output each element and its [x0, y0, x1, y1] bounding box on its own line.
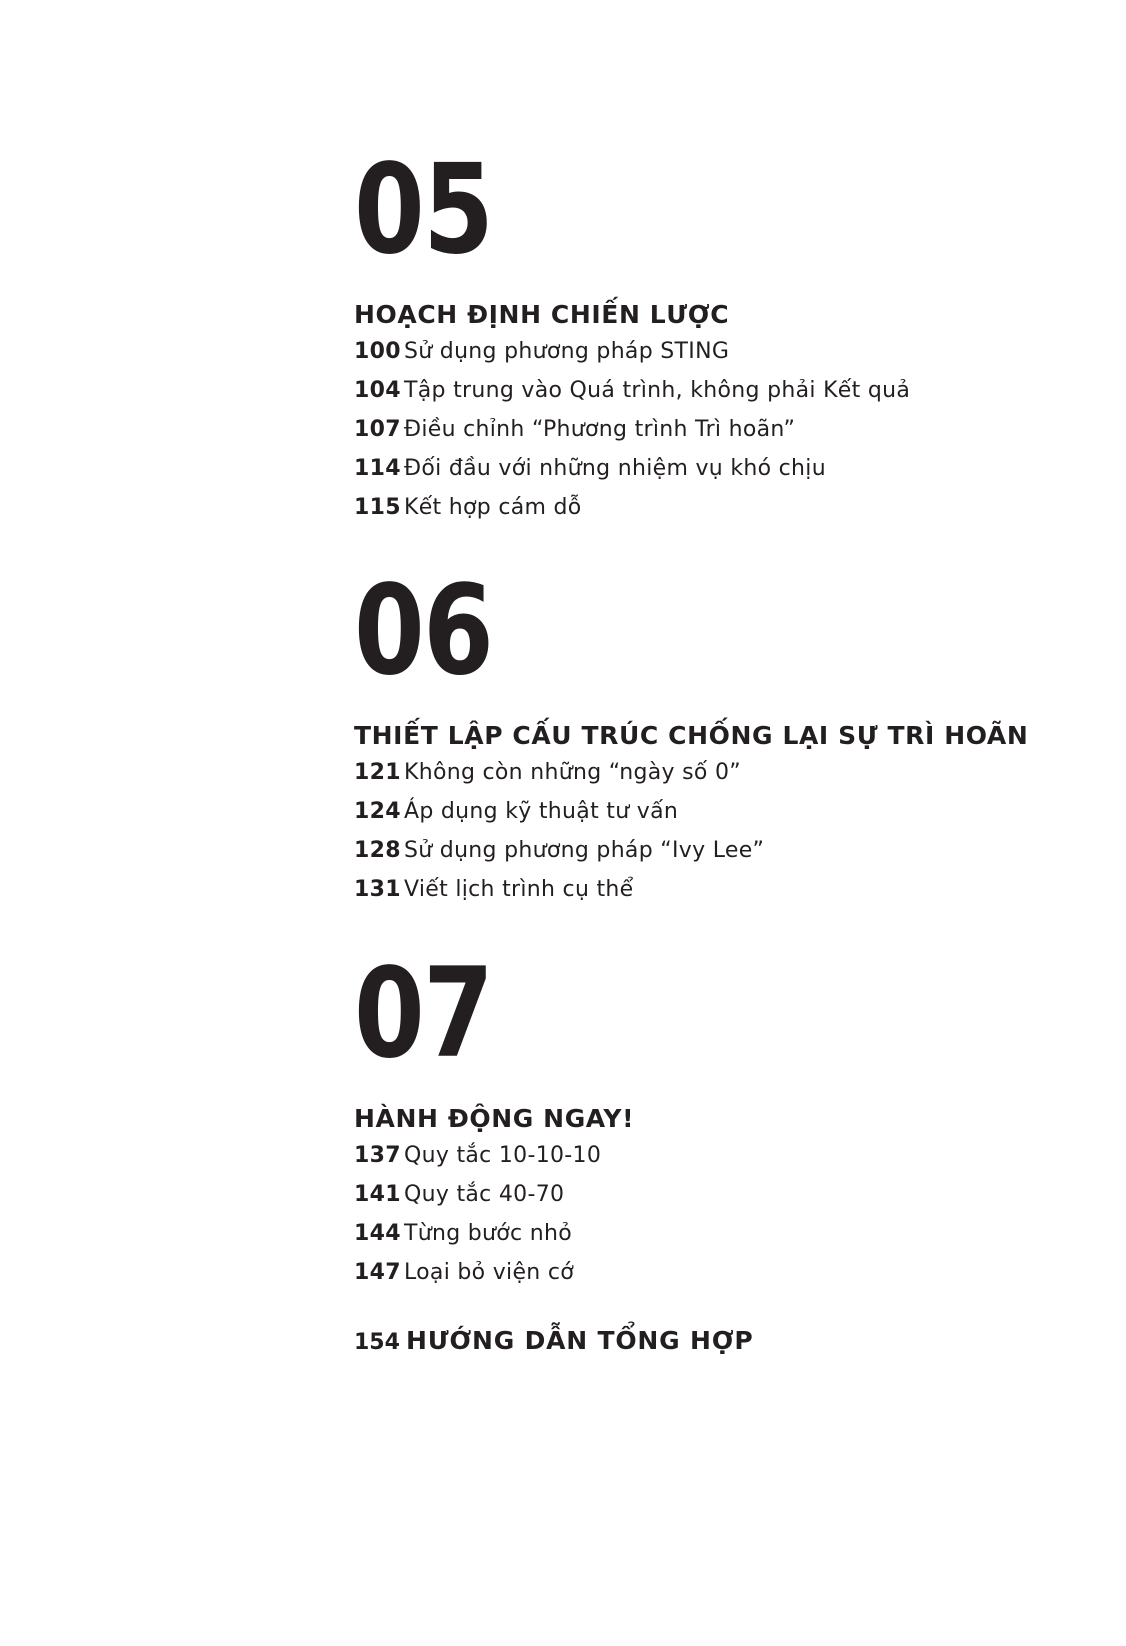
toc-page-number: 154 — [354, 1330, 400, 1355]
toc-entry-title: Kết hợp cám dỗ — [404, 495, 582, 520]
chapter-number: 07 — [354, 942, 493, 1086]
toc-entry-title: Quy tắc 40-70 — [404, 1182, 565, 1207]
toc-list — [354, 760, 1094, 916]
chapter-title[interactable]: THIẾT LẬP CẤU TRÚC CHỐNG LẠI SỰ TRÌ HOÃN — [354, 721, 1029, 750]
final-entry-title: HƯỚNG DẪN TỔNG HỢP — [406, 1326, 754, 1355]
toc-entry-title: Không còn những “ngày số 0” — [404, 760, 741, 785]
toc-entry-title: Áp dụng kỹ thuật tư vấn — [404, 799, 679, 824]
toc-entry-title: Sử dụng phương pháp “Ivy Lee” — [404, 838, 765, 863]
chapter-title[interactable]: HÀNH ĐỘNG NGAY! — [354, 1104, 635, 1133]
toc-final-entry[interactable] — [354, 1326, 753, 1355]
toc-item[interactable] — [354, 1260, 1094, 1299]
toc-page-number: 114 — [354, 456, 401, 481]
toc-entry-title: Sử dụng phương pháp STING — [404, 339, 730, 364]
toc-page-number: 131 — [354, 877, 401, 902]
toc-item[interactable] — [354, 339, 1094, 378]
chapter-number: 05 — [354, 138, 493, 282]
chapter-title[interactable]: HOẠCH ĐỊNH CHIẾN LƯỢC — [354, 300, 730, 329]
toc-entry-title: Điều chỉnh “Phương trình Trì hoãn” — [404, 417, 796, 442]
toc-page-number: 124 — [354, 799, 401, 824]
toc-item[interactable] — [354, 1143, 1094, 1182]
toc-page-number: 128 — [354, 838, 401, 863]
chapter-07 — [354, 942, 1094, 1299]
chapter-number: 06 — [354, 559, 493, 703]
toc-page-number: 121 — [354, 760, 401, 785]
toc-page-number: 100 — [354, 339, 401, 364]
toc-page-number: 137 — [354, 1143, 401, 1168]
toc-page-number: 104 — [354, 378, 401, 403]
toc-item[interactable] — [354, 456, 1094, 495]
toc-entry-title: Quy tắc 10-10-10 — [404, 1143, 602, 1168]
toc-item[interactable] — [354, 877, 1094, 916]
toc-entry-title: Từng bước nhỏ — [404, 1221, 572, 1246]
toc-entry-title: Viết lịch trình cụ thể — [404, 877, 634, 902]
toc-page-number: 115 — [354, 495, 401, 520]
chapter-06 — [354, 559, 1094, 916]
toc-page-number: 107 — [354, 417, 401, 442]
toc-list — [354, 339, 1094, 534]
toc-item[interactable] — [354, 1221, 1094, 1260]
table-of-contents-page — [354, 0, 1094, 1646]
toc-entry-title: Tập trung vào Quá trình, không phải Kết quả — [404, 378, 911, 403]
toc-entry-title: Loại bỏ viện cớ — [404, 1260, 574, 1285]
toc-item[interactable] — [354, 495, 1094, 534]
toc-entry-title: Đối đầu với những nhiệm vụ khó chịu — [404, 456, 826, 481]
toc-item[interactable] — [354, 799, 1094, 838]
chapter-05 — [354, 138, 1094, 534]
toc-item[interactable] — [354, 838, 1094, 877]
toc-list — [354, 1143, 1094, 1299]
toc-page-number: 144 — [354, 1221, 401, 1246]
toc-item[interactable] — [354, 1182, 1094, 1221]
toc-item[interactable] — [354, 417, 1094, 456]
toc-page-number: 141 — [354, 1182, 401, 1207]
toc-item[interactable] — [354, 378, 1094, 417]
toc-item[interactable] — [354, 760, 1094, 799]
toc-page-number: 147 — [354, 1260, 401, 1285]
